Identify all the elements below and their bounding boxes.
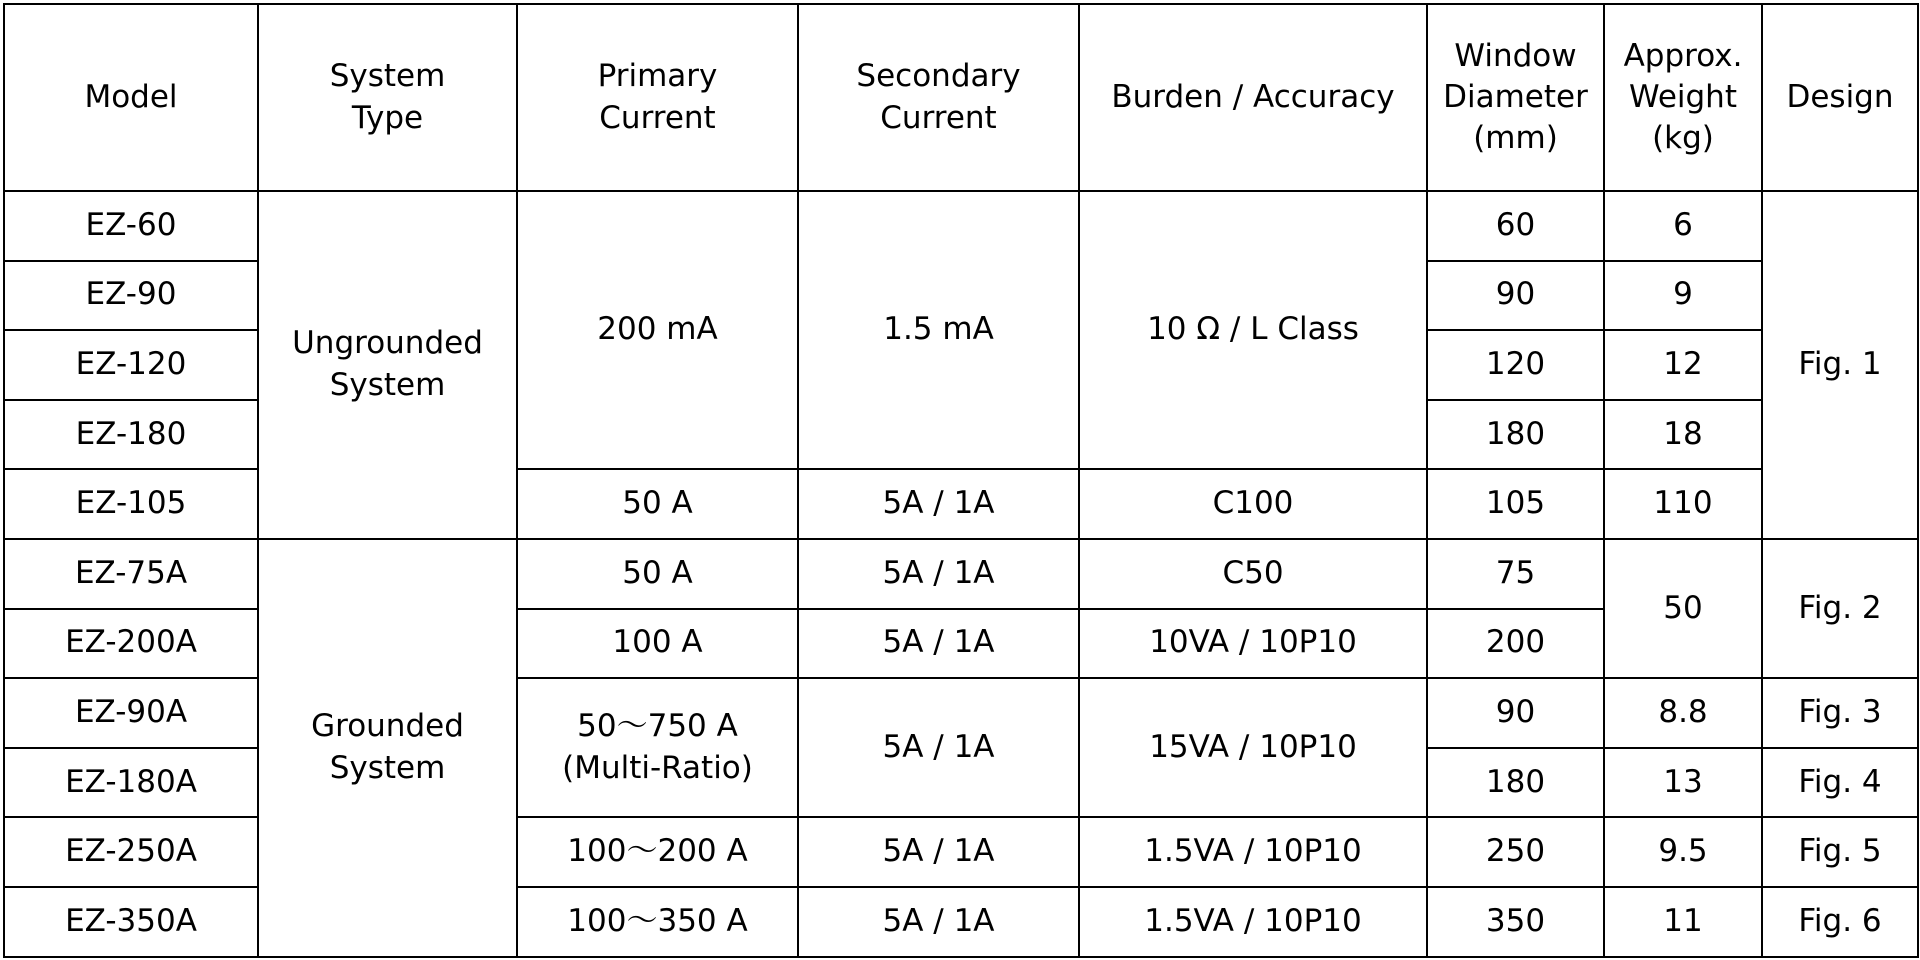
model-cell: EZ-90A: [4, 678, 258, 748]
secondary-current-cell: 5A / 1A: [798, 817, 1079, 887]
window-diameter-cell: 250: [1427, 817, 1604, 887]
secondary-current-cell: 5A / 1A: [798, 539, 1079, 609]
burden-accuracy-cell: 10 Ω / L Class: [1079, 191, 1427, 469]
window-diameter-cell: 75: [1427, 539, 1604, 609]
weight-cell: 18: [1604, 400, 1762, 470]
primary-current-cell: 100～200 A: [517, 817, 798, 887]
burden-accuracy-cell: 10VA / 10P10: [1079, 609, 1427, 679]
window-diameter-cell: 180: [1427, 748, 1604, 818]
header-row: [4, 4, 1918, 191]
weight-cell: 13: [1604, 748, 1762, 818]
burden-accuracy-cell: C50: [1079, 539, 1427, 609]
header-model: Model: [4, 4, 258, 191]
system-type-cell: Ungrounded System: [258, 191, 517, 539]
secondary-current-cell: 5A / 1A: [798, 609, 1079, 679]
model-cell: EZ-180: [4, 400, 258, 470]
model-cell: EZ-105: [4, 469, 258, 539]
weight-cell: 6: [1604, 191, 1762, 261]
weight-cell: 8.8: [1604, 678, 1762, 748]
primary-current-cell: 100 A: [517, 609, 798, 679]
weight-cell: 9.5: [1604, 817, 1762, 887]
primary-current-cell: 50 A: [517, 539, 798, 609]
secondary-current-cell: 5A / 1A: [798, 678, 1079, 817]
window-diameter-cell: 180: [1427, 400, 1604, 470]
window-diameter-cell: 105: [1427, 469, 1604, 539]
burden-accuracy-cell: 15VA / 10P10: [1079, 678, 1427, 817]
weight-cell: 110: [1604, 469, 1762, 539]
header-design: Design: [1762, 4, 1918, 191]
window-diameter-cell: 350: [1427, 887, 1604, 957]
design-cell: Fig. 1: [1762, 191, 1918, 539]
secondary-current-cell: 1.5 mA: [798, 191, 1079, 469]
header-weight: Approx. Weight (kg): [1604, 4, 1762, 191]
design-cell: Fig. 2: [1762, 539, 1918, 678]
weight-cell: 9: [1604, 261, 1762, 331]
window-diameter-cell: 90: [1427, 678, 1604, 748]
header-burden-accuracy: Burden / Accuracy: [1079, 4, 1427, 191]
design-cell: Fig. 5: [1762, 817, 1918, 887]
weight-cell: 11: [1604, 887, 1762, 957]
design-cell: Fig. 3: [1762, 678, 1918, 748]
model-cell: EZ-180A: [4, 748, 258, 818]
header-window-diameter: Window Diameter (mm): [1427, 4, 1604, 191]
secondary-current-cell: 5A / 1A: [798, 469, 1079, 539]
ct-spec-table: [3, 3, 1919, 958]
model-cell: EZ-90: [4, 261, 258, 331]
burden-accuracy-cell: 1.5VA / 10P10: [1079, 817, 1427, 887]
window-diameter-cell: 90: [1427, 261, 1604, 331]
model-cell: EZ-350A: [4, 887, 258, 957]
window-diameter-cell: 60: [1427, 191, 1604, 261]
primary-current-cell: 50～750 A (Multi-Ratio): [517, 678, 798, 817]
system-type-cell: Grounded System: [258, 539, 517, 957]
model-cell: EZ-250A: [4, 817, 258, 887]
weight-cell: 50: [1604, 539, 1762, 678]
window-diameter-cell: 120: [1427, 330, 1604, 400]
table-row: [4, 191, 1918, 261]
burden-accuracy-cell: 1.5VA / 10P10: [1079, 887, 1427, 957]
weight-cell: 12: [1604, 330, 1762, 400]
secondary-current-cell: 5A / 1A: [798, 887, 1079, 957]
header-system-type: System Type: [258, 4, 517, 191]
design-cell: Fig. 6: [1762, 887, 1918, 957]
primary-current-cell: 50 A: [517, 469, 798, 539]
window-diameter-cell: 200: [1427, 609, 1604, 679]
burden-accuracy-cell: C100: [1079, 469, 1427, 539]
header-secondary-current: Secondary Current: [798, 4, 1079, 191]
design-cell: Fig. 4: [1762, 748, 1918, 818]
model-cell: EZ-120: [4, 330, 258, 400]
model-cell: EZ-60: [4, 191, 258, 261]
model-cell: EZ-75A: [4, 539, 258, 609]
table-row: [4, 539, 1918, 609]
primary-current-cell: 100～350 A: [517, 887, 798, 957]
header-primary-current: Primary Current: [517, 4, 798, 191]
primary-current-cell: 200 mA: [517, 191, 798, 469]
model-cell: EZ-200A: [4, 609, 258, 679]
